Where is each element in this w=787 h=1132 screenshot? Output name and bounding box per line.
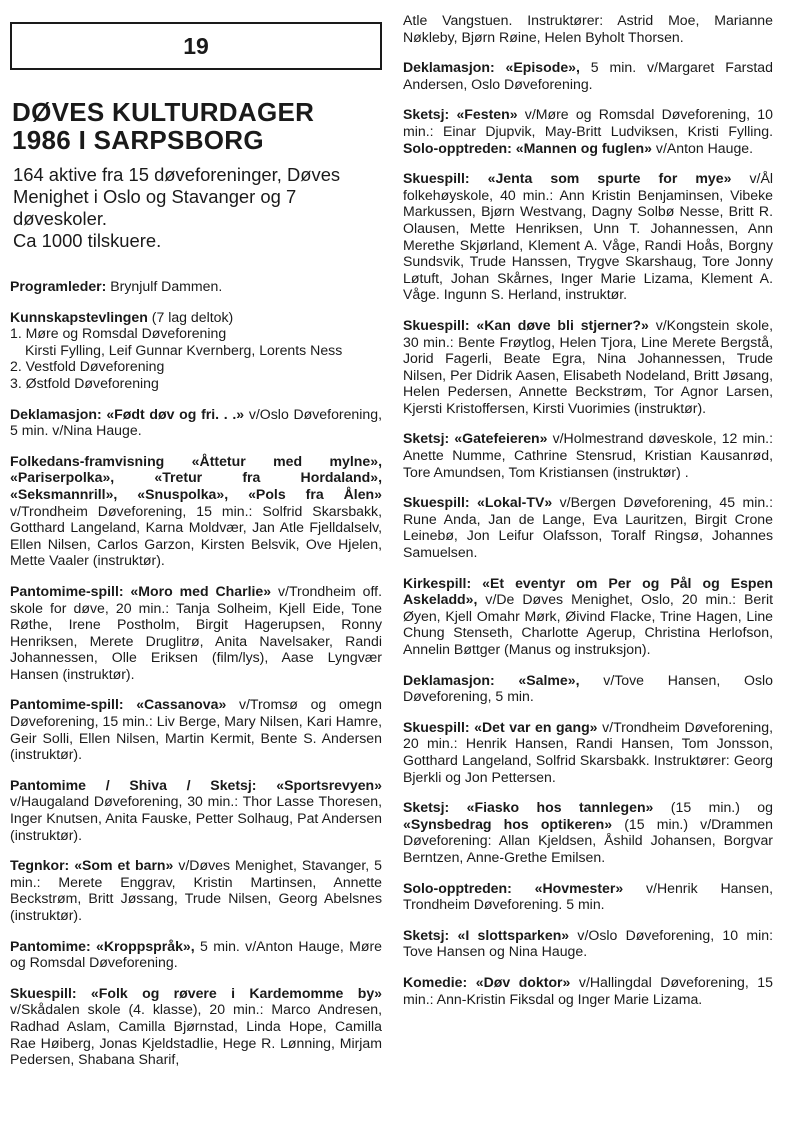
entry-heading: Sketsj: «Festen» xyxy=(403,106,518,123)
entry-text: v/Bergen Døveforening, 45 min.: Rune Anda, Jan de Lange, Eva Lauritzen, Birgit Crone Leinebø, Jon Leifur Olafsson, Toralf Ringsø, Johannes Samuelsen. xyxy=(403,494,773,561)
page-number: 19 xyxy=(183,32,209,59)
result-item: 1. Møre og Romsdal Døveforening Kirsti Fylling, Leif Gunnar Kvernberg, Lorents Ness xyxy=(10,325,382,358)
entry-heading: Folkedans-framvisning «Åttetur med mylne», «Pariserpolka», «Tretur fra Hordaland», «Seksmannrill», «Snuspolka», «Pols fra Ålen» xyxy=(10,452,382,502)
program-entry xyxy=(10,453,382,569)
programleder-name: Brynjulf Dammen. xyxy=(106,278,223,294)
program-entry xyxy=(10,696,382,762)
entry-text: v/Oslo Døveforening, 10 min: Tove Hansen og Nina Hauge. xyxy=(403,926,773,960)
kunnskap-section xyxy=(10,309,382,392)
program-entry xyxy=(403,927,773,960)
entry-text: v/Trondheim off. skole for døve, 20 min.: Tanja Solheim, Kjell Eide, Tone Røthe, Irene Postholm, Birgit Hagerupsen, Ronny Henriksen, Merete Druglitrø, Anita Navelsaker, Randi Johannessen, Olle Eriksen (film/lys), Aase Lyngvær Hansen (instruktør). xyxy=(10,582,382,682)
entry-text: v/Tove Hansen, Oslo Døveforening, 5 min. xyxy=(403,671,774,705)
entry-heading: Skuespill: «Lokal-TV» xyxy=(403,494,553,511)
entry-heading: Solo-opptreden: «Mannen og fuglen» xyxy=(403,139,652,156)
entry-text: v/Ål folkehøyskole, 40 min.: Ann Kristin Benjaminsen, Vibeke Markussen, Bjørn Westvang, Dagny Solbø Nesse, Britt R. Olausen, Mette Henriksen, Unn T. Johannessen, Ann Merethe Skjørland, Klement A. Våge, Randi Hoås, Borgny Sundsvik, Trude Hanssen, Trygve Skarshaug, Tore Jonny Løtuft, Johan Skårnes, Inger Marie Lizama, Klement A. Våge. Ingunn S. Herland, instruktør. xyxy=(403,170,773,303)
left-column xyxy=(10,0,382,1068)
result-item: 3. Østfold Døveforening xyxy=(10,374,159,391)
entry-text: v/Trondheim Døveforening, 15 min.: Solfrid Skarsbakk, Gotthard Langeland, Karna Moldvær, Jan Atle Fjelldalselv, Ellen Nilsen, Carlos Garzon, Kirsten Belsvik, Ove Hjelen, Mette Vaaler (instruktør). xyxy=(10,502,382,569)
entry-text: v/Hallingdal Døveforening, 15 min.: Ann-Kristin Fiksdal og Inger Marie Lizama. xyxy=(403,973,773,1007)
page-number-box xyxy=(10,22,382,70)
entry-heading: «Synsbedrag hos optikeren» xyxy=(403,815,613,832)
entry-heading: Pantomime-spill: «Cassanova» xyxy=(10,696,227,713)
program-entry xyxy=(403,575,773,658)
program-entry xyxy=(403,799,773,865)
entry-heading: Solo-opptreden: «Hovmester» xyxy=(403,879,624,896)
entry-heading: Skuespill: «Det var en gang» xyxy=(403,718,598,735)
entry-heading: Deklamasjon: «Salme», xyxy=(403,671,580,688)
entry-heading: Pantomime-spill: «Moro med Charlie» xyxy=(10,582,272,599)
result-item: 2. Vestfold Døveforening xyxy=(10,358,165,375)
program-entry xyxy=(403,430,773,480)
program-entry xyxy=(403,719,773,785)
program-entry xyxy=(403,59,773,92)
program-entry xyxy=(10,583,382,683)
article-title xyxy=(12,98,382,154)
left-entries xyxy=(10,392,382,1068)
entry-heading: Sketsj: «Fiasko hos tannlegen» xyxy=(403,799,654,816)
program-entry xyxy=(403,880,773,913)
lead-line-2: Ca 1000 tilskuere. xyxy=(13,230,162,251)
kunnskap-note: (7 lag deltok) xyxy=(147,308,234,325)
lead-paragraph xyxy=(13,164,382,252)
program-entry xyxy=(403,494,773,560)
entry-heading: Kirkespill: «Et eventyr om Per og Pål og Espen Askeladd», xyxy=(403,574,773,608)
entry-heading: Tegnkor: «Som et barn» xyxy=(10,857,174,874)
program-entry xyxy=(10,406,382,439)
lead-line-1: 164 aktive fra 15 døveforeninger, Døves Menighet i Oslo og Stavanger og 7 døveskoler. xyxy=(13,164,341,229)
entry-text: v/Holmestrand døveskole, 12 min.: Anette Numme, Cathrine Stensrud, Kristian Kausanrød, Tore Amundsen, Tom Kristiansen (instruktør) . xyxy=(403,430,773,480)
program-entry xyxy=(403,170,773,303)
entry-text: v/Oslo Døveforening, 5 min. v/Nina Hauge. xyxy=(10,405,382,439)
entry-text: v/Skådalen skole (4. klasse), 20 min.: Marco Andresen, Radhad Aslam, Camilla Bjørnstad, Linda Hope, Camilla Rae Høiberg, Jonas Kjeldstadlie, Hege R. Lønning, Mirjam Pedersen, Shabana Sharif, xyxy=(10,1001,382,1068)
program-entry xyxy=(10,985,382,1068)
entry-text: v/Trondheim Døveforening, 20 min.: Henrik Hansen, Randi Hansen, Tom Jonsson, Gotthard Langeland, Solfrid Skarsbakk. Instruktører: Georg Bjerkli og Jon Pettersen. xyxy=(403,718,773,785)
entry-text: v/Anton Hauge. xyxy=(651,139,754,156)
entry-text: v/Haugaland Døveforening, 30 min.: Thor Lasse Thoresen, Inger Knutsen, Anita Fauske, Petter Solhaug, Pat Andersen (instruktør). xyxy=(10,793,382,843)
entry-text: v/Kongstein skole, 30 min.: Bente Frøytlog, Helen Tjora, Line Merete Bergstå, Jorid Fagerli, Beate Egra, Nina Johannessen, Trude Nilsen, Per Didrik Aasen, Elisabeth Nodeland, Britt Jøsang, Helen Pedersen, Annette Beckstrøm, Tor Agnor Larsen, Kjersti Kristoffersen, Kirsti Vuorimies (instruktør). xyxy=(403,316,774,416)
entry-heading: Skuespill: «Jenta som spurte for mye» xyxy=(403,170,732,187)
entry-heading: Pantomime: «Kroppspråk», xyxy=(10,937,195,954)
kunnskap-results xyxy=(10,325,382,391)
program-entry xyxy=(403,106,773,156)
programleder-label: Programleder: xyxy=(10,278,107,294)
entry-heading: Skuespill: «Kan døve bli stjerner?» xyxy=(403,316,649,333)
entry-heading: Komedie: «Døv doktor» xyxy=(403,973,571,990)
program-entry xyxy=(403,12,773,45)
entry-heading: Deklamasjon: «Født døv og fri. . .» xyxy=(10,405,245,422)
program-entry xyxy=(10,857,382,923)
entry-text: v/Tromsø og omegn Døveforening, 15 min.: Liv Berge, Mary Nilsen, Kari Hamre, Geir Solli, Ellen Nilsen, Martin Kermit, Bente S. Andersen (instruktør). xyxy=(10,696,382,763)
entry-heading: Pantomime / Shiva / Sketsj: «Sportsrevyen» xyxy=(10,776,382,793)
entry-text: (15 min.) og xyxy=(653,799,773,816)
program-entry xyxy=(10,938,382,971)
programleder xyxy=(10,278,382,295)
right-entries xyxy=(403,12,773,1007)
title-line-2: 1986 I SARPSBORG xyxy=(12,125,264,155)
program-entry xyxy=(403,974,773,1007)
entry-text: 5 min. v/Anton Hauge, Møre og Romsdal Døveforening. xyxy=(10,937,382,971)
program-entry xyxy=(403,672,773,705)
entry-heading: Deklamasjon: «Episode», xyxy=(403,59,580,76)
title-line-1: DØVES KULTURDAGER xyxy=(12,97,315,127)
entry-text: v/De Døves Menighet, Oslo, 20 min.: Berit Øyen, Kjell Omahr Mørk, Øivind Flacke, Trine Hagen, Line Chung Stenseth, Charlotte Agerup, Christina Herlofson, Annelin Bøttger (Manus og instruksjon). xyxy=(403,591,773,657)
entry-heading: Sketsj: «Gatefeieren» xyxy=(403,430,548,447)
entry-text: Atle Vangstuen. Instruktører: Astrid Moe, Marianne Nøkleby, Bjørn Røine, Helen Byholt Thorsen. xyxy=(403,12,773,45)
entry-text: v/Møre og Romsdal Døveforening, 10 min.: Einar Djupvik, May-Britt Ludviksen, Kristi Fylling. xyxy=(403,106,773,139)
program-entry xyxy=(10,777,382,843)
entry-heading: Skuespill: «Folk og røvere i Kardemomme by» xyxy=(10,984,382,1001)
entry-text: (15 min.) v/Drammen Døveforening: Allan Kjeldsen, Åshild Johansen, Borgvar Berntzen, Anne-Grethe Emilsen. xyxy=(403,815,773,865)
program-entry xyxy=(403,317,773,417)
entry-text: 5 min. v/Margaret Farstad Andersen, Oslo Døveforening. xyxy=(403,59,773,92)
entry-text: v/Døves Menighet, Stavanger, 5 min.: Merete Enggrav, Kristin Martinsen, Annette Beckstrøm, Britt Jøssang, Trude Nilsen, Georg Abelsnes (instruktør). xyxy=(10,857,382,923)
right-column xyxy=(403,0,773,1007)
entry-text: v/Henrik Hansen, Trondheim Døveforening. 5 min. xyxy=(403,879,773,913)
result-members: Kirsti Fylling, Leif Gunnar Kvernberg, Lorents Ness xyxy=(25,341,343,358)
kunnskap-label: Kunnskapstevlingen xyxy=(10,308,148,325)
entry-heading: Sketsj: «I slottsparken» xyxy=(403,926,570,943)
